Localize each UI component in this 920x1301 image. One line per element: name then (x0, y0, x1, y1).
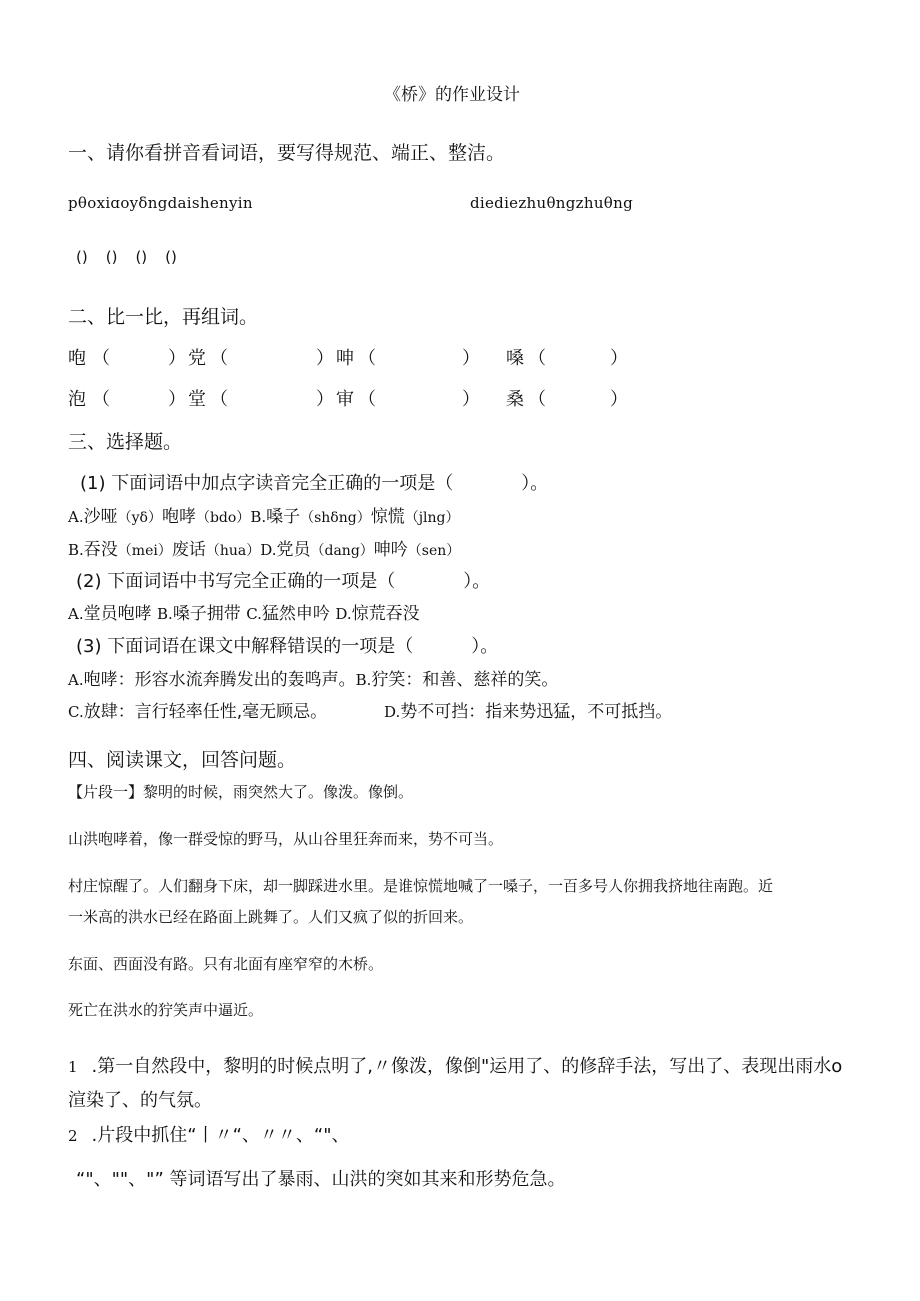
compare-char: 堂 (188, 389, 206, 410)
option-pinyin: （dang） (310, 543, 374, 559)
option-word: 惊慌 (370, 507, 405, 527)
blank-close: ） (610, 389, 628, 410)
question-number: (1) (80, 473, 106, 494)
answer-blank[interactable]: () (165, 248, 177, 266)
passage-line: 东面、西面没有路。只有北面有座窄窄的木桥。 (68, 955, 384, 973)
question-number: (3) (76, 636, 102, 657)
blank-open: （ (210, 389, 228, 410)
reading-question-1-cont: 渲染了、的气氛。 (68, 1090, 212, 1111)
question-number: 1 (68, 1058, 78, 1076)
question-number: 2 (68, 1127, 78, 1145)
answer-blank[interactable]: () (105, 248, 118, 266)
compare-char: ） (168, 348, 186, 369)
compare-char: 咆 (68, 348, 86, 369)
blank-open: （ (92, 348, 110, 369)
option-word: 咆哮 (161, 507, 196, 527)
question-text: 下面词语中加点字读音完全正确的一项是（ (111, 473, 454, 494)
q3-options-ab (68, 665, 558, 690)
question-text: .片段中抓住“丨〃“、〃〃、“"、 (91, 1125, 350, 1146)
blank-close: ） (316, 348, 334, 369)
option-word: 嗓子 (266, 507, 301, 527)
reading-question-2-cont: “"、""、"” 等词语写出了暴雨、山洪的突如其来和形势危急。 (76, 1169, 566, 1190)
option-pinyin: （sen） (407, 543, 461, 559)
option-word: 嗓子拥带 (172, 604, 241, 624)
q2-options (68, 599, 420, 624)
blank-open: （ (358, 348, 376, 369)
q3-option-d (384, 697, 672, 722)
section2-heading: 二、比一比，再组词。 (68, 306, 259, 328)
option-word: 呻吟 (373, 540, 408, 560)
question-text: 下面词语在课文中解释错误的一项是（ (107, 636, 414, 657)
option-text: 咆哮：形容水流奔腾发出的轰鸣声。 (83, 670, 356, 690)
option-letter: A. (68, 605, 84, 623)
option-pinyin: （bdo） (195, 510, 251, 526)
option-letter: A. (68, 671, 84, 689)
option-word: 猛然申吟 (261, 604, 330, 624)
option-pinyin: （yδ） (117, 510, 162, 526)
blank-open: （ (528, 389, 546, 410)
option-word: 党员 (276, 540, 311, 560)
option-letter: D. (260, 541, 277, 559)
compare-char: 嗓 (506, 348, 524, 369)
reading-question-1 (68, 1052, 842, 1078)
section1-heading: 一、请你看拼音看词语，要写得规范、端正、整洁。 (68, 142, 506, 164)
pinyin-left: pθoxiɑoyδngdaishenyin (68, 194, 253, 212)
compare-char: 审 (336, 389, 354, 410)
option-pinyin: （shδng） (300, 510, 371, 526)
page-title: 《桥》的作业设计 (384, 85, 520, 105)
blank-open: （ (92, 389, 110, 410)
question-end: ）。 (463, 571, 491, 592)
question-text: 下面词语中书写完全正确的一项是（ (107, 571, 396, 592)
option-text: 势不可挡：指来势迅猛，不可抵挡。 (400, 702, 673, 722)
compare-char: 党 (188, 348, 206, 369)
passage-line: 山洪咆哮着，像一群受惊的野马，从山谷里狂奔而来，势不可当。 (68, 830, 504, 848)
option-letter: B. (157, 605, 173, 623)
compare-char: 呻 (336, 348, 354, 369)
option-pinyin: （mei） (117, 543, 172, 559)
option-pinyin: （hua） (205, 543, 261, 559)
compare-char: 泡 (68, 389, 86, 410)
pinyin-right: diediezhuθngzhuθng (470, 194, 633, 212)
option-letter: D. (335, 605, 352, 623)
option-letter: B. (68, 541, 84, 559)
blank-open: （ (528, 348, 546, 369)
option-letter: C. (68, 703, 84, 721)
blank-open: （ (358, 389, 376, 410)
q1-options-ab (68, 502, 460, 527)
blank-close: ） (610, 348, 628, 369)
blank-close: ） (168, 389, 186, 410)
question-text: .第一自然段中，黎明的时候点明了,〃像泼，像倒"运用了、的修辞手法，写出了、表现出雨水o (91, 1056, 843, 1077)
question-3 (76, 632, 498, 658)
question-number: (2) (76, 571, 102, 592)
option-word: 吞没 (83, 540, 118, 560)
option-letter: B. (355, 671, 372, 689)
passage-line: 村庄惊醒了。人们翻身下床，却一脚踩进水里。是谁惊慌地喊了一嗓子，一百多号人你拥我挤地往南跑。近 (68, 877, 774, 895)
option-letter: A. (68, 508, 84, 526)
blank-open: （ (210, 348, 228, 369)
answer-blank[interactable]: () (76, 248, 88, 266)
q1-options-bd (68, 535, 460, 560)
option-letter: C. (246, 605, 262, 623)
section4-heading: 四、阅读课文，回答问题。 (68, 749, 297, 771)
question-end: ）。 (521, 473, 549, 494)
blank-close: ） (462, 389, 480, 410)
option-letter: D. (384, 703, 401, 721)
option-pinyin: （jlng） (404, 510, 460, 526)
q3-option-c (68, 697, 327, 722)
option-text: 狞笑：和善、慈祥的笑。 (371, 670, 559, 690)
reading-question-2 (68, 1121, 350, 1147)
passage-line: 【片段一】黎明的时候，雨突然大了。像泼。像倒。 (68, 783, 414, 801)
answer-blanks (76, 248, 177, 266)
question-2 (76, 567, 490, 593)
question-end: ）。 (471, 636, 499, 657)
option-text: 放肆：言行轻率任性,毫无顾忌。 (83, 702, 328, 722)
answer-blank[interactable]: () (135, 248, 148, 266)
option-letter: B. (250, 508, 267, 526)
option-word: 堂员咆哮 (83, 604, 152, 624)
passage-line: 死亡在洪水的狞笑声中逼近。 (68, 1001, 264, 1019)
passage-line: 一米高的洪水已经在路面上跳舞了。人们又疯了似的折回来。 (68, 908, 474, 926)
compare-char: 桑 (506, 389, 524, 410)
option-word: 沙哑 (83, 507, 118, 527)
option-word: 惊荒吞没 (351, 604, 420, 624)
question-1 (80, 469, 548, 495)
blank-close: ） (316, 389, 334, 410)
blank-close: ） (462, 348, 480, 369)
section3-heading: 三、选择题。 (68, 431, 183, 453)
option-word: 废话 (171, 540, 206, 560)
